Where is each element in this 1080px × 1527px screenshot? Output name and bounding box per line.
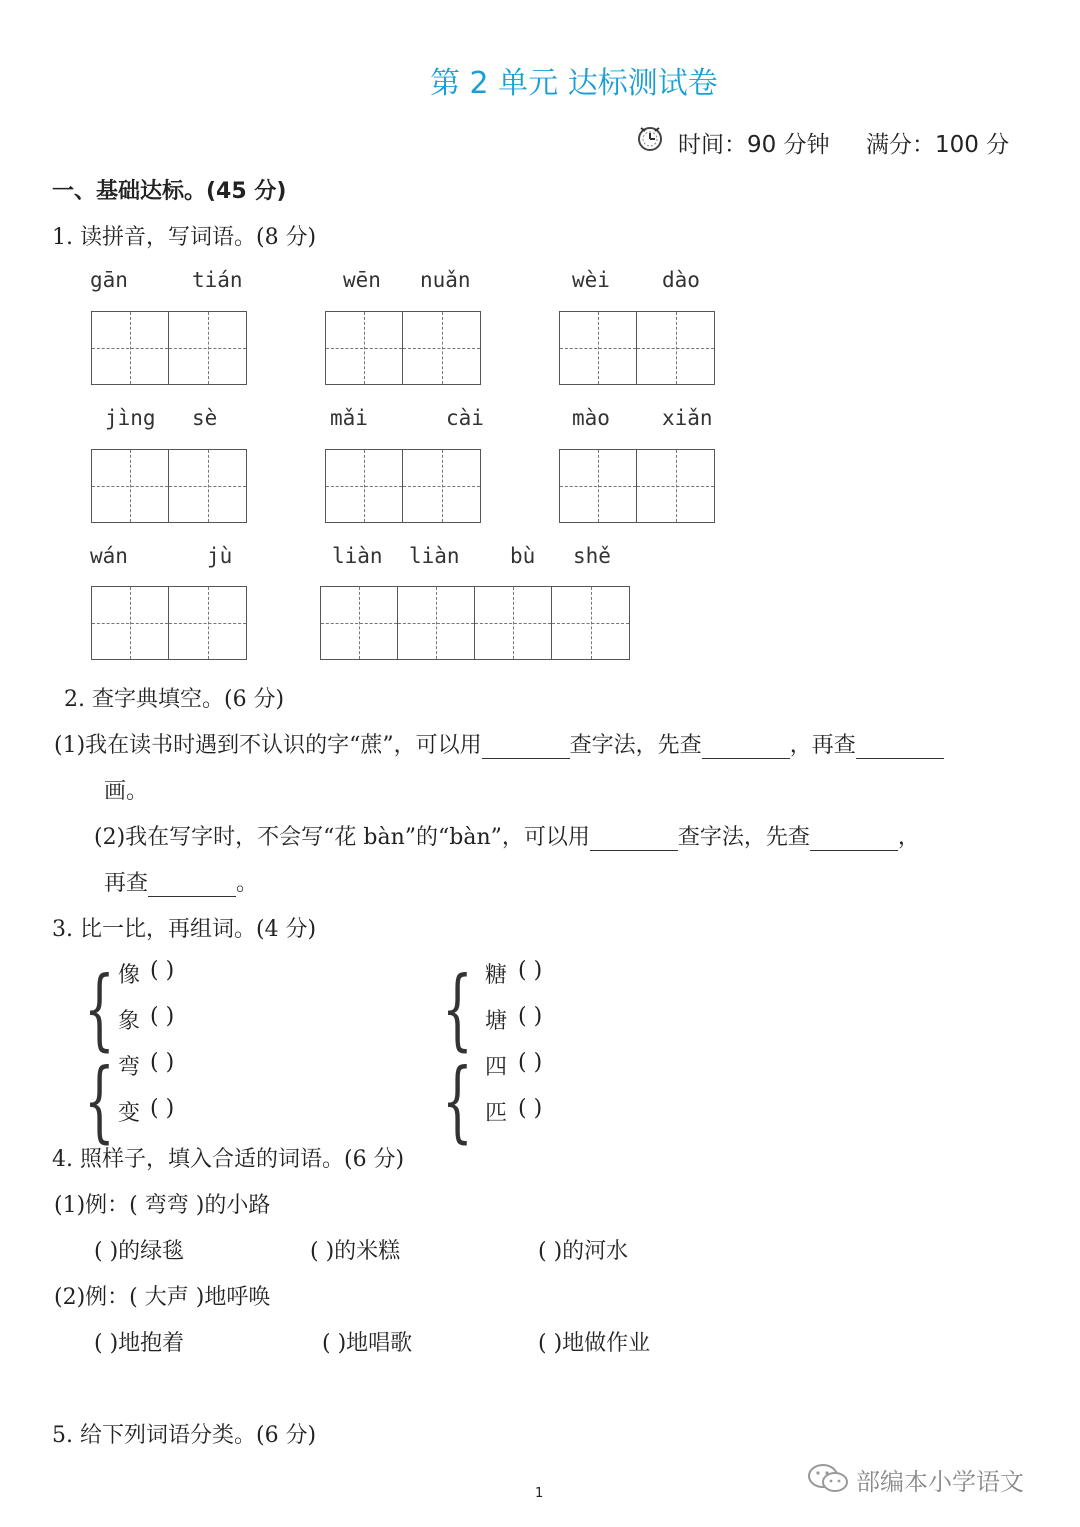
writing-grid[interactable] bbox=[559, 311, 715, 385]
text: ， bbox=[897, 825, 920, 850]
compare-char: 弯 bbox=[118, 1055, 141, 1080]
question-1-title: 1. 读拼音，写词语。(8 分) bbox=[52, 225, 317, 250]
q4-item[interactable]: ( )的河水 bbox=[538, 1239, 629, 1264]
text: (1)我在读书时遇到不认识的字“蔗”，可以用 bbox=[54, 733, 482, 758]
q4-item[interactable]: ( )地唱歌 bbox=[322, 1331, 413, 1356]
compare-char: 匹 bbox=[485, 1101, 508, 1126]
text: 再查 bbox=[104, 871, 149, 896]
q4-item[interactable]: ( )的绿毯 bbox=[94, 1239, 185, 1264]
answer-blank[interactable] bbox=[482, 736, 570, 759]
page-number: 1 bbox=[535, 1486, 544, 1501]
text: 。 bbox=[236, 871, 259, 896]
section-heading: 一、基础达标。(45 分) bbox=[52, 179, 287, 204]
left-brace-icon: { bbox=[84, 957, 115, 1060]
compare-char: 糖 bbox=[485, 963, 508, 988]
wechat-icon bbox=[806, 1462, 850, 1496]
full-score: 满分：100 分 bbox=[866, 132, 1010, 158]
page-title: 第 2 单元 达标测试卷 bbox=[430, 66, 718, 101]
q2-line-1-end: 画。 bbox=[104, 779, 149, 804]
answer-paren[interactable]: ( ) bbox=[518, 1050, 543, 1075]
answer-paren[interactable]: ( ) bbox=[518, 1004, 543, 1029]
text: (2)我在写字时，不会写“花 bàn”的“bàn”，可以用 bbox=[94, 825, 590, 850]
pinyin: shě bbox=[573, 544, 611, 568]
left-brace-icon: { bbox=[84, 1049, 115, 1152]
clock-icon bbox=[636, 124, 664, 152]
pinyin: dào bbox=[662, 268, 700, 292]
pinyin: gān bbox=[90, 268, 128, 292]
pinyin: wēn bbox=[343, 268, 381, 292]
pinyin: xiǎn bbox=[662, 406, 713, 430]
writing-grid[interactable] bbox=[559, 449, 715, 523]
question-4-title: 4. 照样子，填入合适的词语。(6 分) bbox=[52, 1147, 405, 1172]
q4-example-1: (1)例：( 弯弯 )的小路 bbox=[54, 1193, 271, 1218]
compare-char: 塘 bbox=[485, 1009, 508, 1034]
compare-char: 像 bbox=[118, 963, 141, 988]
time-limit: 时间：90 分钟 bbox=[678, 132, 830, 158]
pinyin: liàn bbox=[332, 544, 383, 568]
pinyin: liàn bbox=[409, 544, 460, 568]
compare-char: 变 bbox=[118, 1101, 141, 1126]
pinyin: sè bbox=[192, 406, 218, 430]
pinyin: wán bbox=[90, 544, 128, 568]
writing-grid[interactable] bbox=[91, 586, 247, 660]
answer-blank[interactable] bbox=[810, 828, 898, 851]
answer-blank[interactable] bbox=[148, 874, 236, 897]
answer-paren[interactable]: ( ) bbox=[150, 1004, 175, 1029]
pinyin: mǎi bbox=[330, 406, 368, 430]
answer-blank[interactable] bbox=[590, 828, 678, 851]
answer-paren[interactable]: ( ) bbox=[150, 1050, 175, 1075]
answer-blank[interactable] bbox=[856, 736, 944, 759]
q4-item[interactable]: ( )地做作业 bbox=[538, 1331, 651, 1356]
pinyin: tián bbox=[192, 268, 243, 292]
q2-line-1 bbox=[54, 728, 944, 759]
left-brace-icon: { bbox=[442, 957, 473, 1060]
question-2-title: 2. 查字典填空。(6 分) bbox=[64, 687, 285, 712]
writing-grid[interactable] bbox=[91, 449, 247, 523]
answer-paren[interactable]: ( ) bbox=[518, 1096, 543, 1121]
writing-grid[interactable] bbox=[320, 586, 630, 660]
left-brace-icon: { bbox=[442, 1049, 473, 1152]
q4-example-2: (2)例：( 大声 )地呼唤 bbox=[54, 1285, 271, 1310]
pinyin: bù bbox=[510, 544, 536, 568]
answer-paren[interactable]: ( ) bbox=[518, 958, 543, 983]
pinyin: cài bbox=[446, 406, 484, 430]
q4-item[interactable]: ( )的米糕 bbox=[310, 1239, 401, 1264]
writing-grid[interactable] bbox=[91, 311, 247, 385]
q2-line-3 bbox=[104, 866, 258, 897]
pinyin: jìng bbox=[105, 406, 156, 430]
text: 查字法，先查 bbox=[569, 733, 702, 758]
q2-line-2 bbox=[94, 820, 920, 851]
pinyin: wèi bbox=[572, 268, 610, 292]
compare-char: 象 bbox=[118, 1009, 141, 1034]
compare-char: 四 bbox=[485, 1055, 508, 1080]
pinyin: nuǎn bbox=[420, 268, 471, 292]
pinyin: jù bbox=[207, 544, 233, 568]
answer-paren[interactable]: ( ) bbox=[150, 958, 175, 983]
question-3-title: 3. 比一比，再组词。(4 分) bbox=[52, 917, 317, 942]
writing-grid[interactable] bbox=[325, 449, 481, 523]
watermark: 部编本小学语文 bbox=[856, 1468, 1024, 1496]
q4-item[interactable]: ( )地抱着 bbox=[94, 1331, 185, 1356]
answer-blank[interactable] bbox=[702, 736, 790, 759]
pinyin: mào bbox=[572, 406, 610, 430]
writing-grid[interactable] bbox=[325, 311, 481, 385]
answer-paren[interactable]: ( ) bbox=[150, 1096, 175, 1121]
question-5-title: 5. 给下列词语分类。(6 分) bbox=[52, 1423, 317, 1448]
text: ，再查 bbox=[789, 733, 856, 758]
text: 查字法，先查 bbox=[677, 825, 810, 850]
